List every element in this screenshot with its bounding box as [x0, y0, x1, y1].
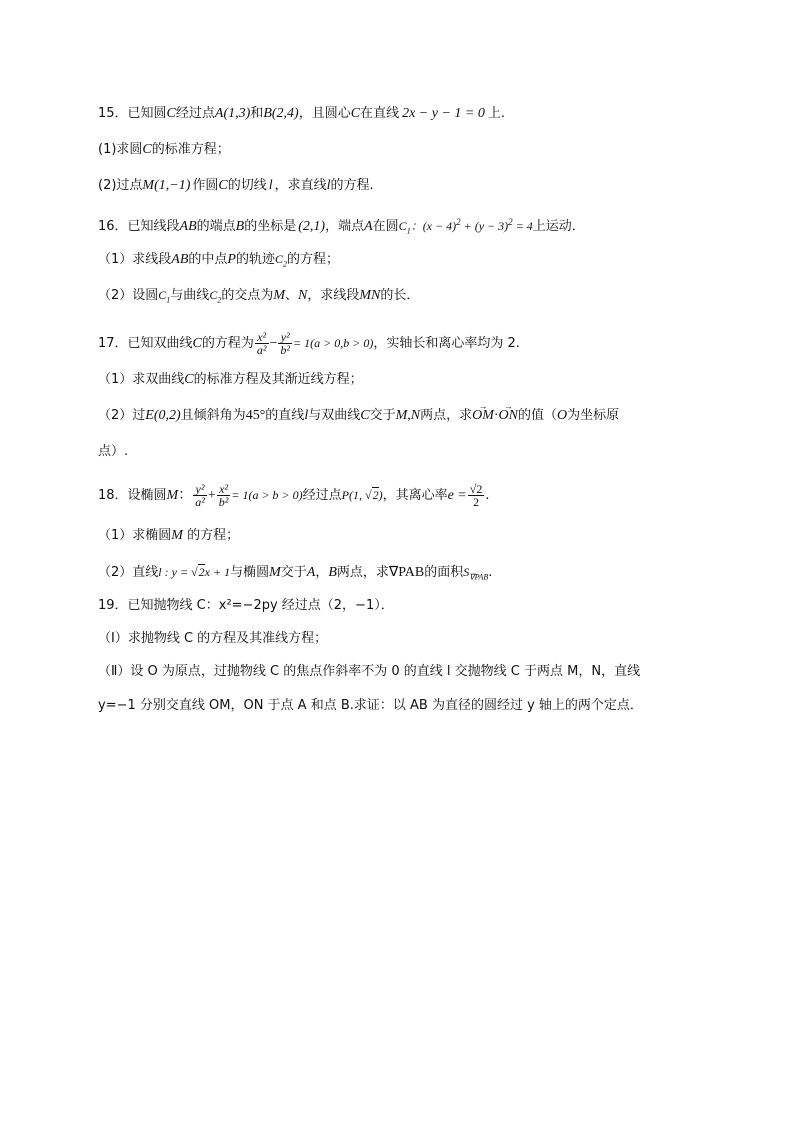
text: 的坐标是	[244, 219, 297, 234]
text: 作圆	[192, 178, 219, 193]
text: 的方程；	[287, 252, 340, 267]
text: 的值（	[518, 408, 558, 423]
math: +	[207, 488, 216, 503]
vector-on: → ON	[499, 406, 518, 426]
math: S	[463, 565, 470, 579]
text: 与椭圆	[230, 565, 270, 580]
text: 交于	[369, 408, 396, 423]
text: （Ⅰ）求抛物线 C 的方程及其准线方程；	[98, 631, 328, 646]
text: ，其离心率	[382, 488, 448, 503]
text: ，实轴长和离心率均为 2.	[373, 336, 520, 351]
q15-part2	[98, 176, 374, 196]
text: 的面积	[424, 565, 464, 580]
text: ，端点	[325, 219, 365, 234]
q18-stem: 18．设椭圆M： $\frac{\text{y²}}{\text{a²}}$ + $\frac{\text{x²}}{\text{b²}}$ = 1(a > b > 0)经过点P(1, √2)，其离心率e = $\frac{√2}{2}$ .	[98, 482, 490, 509]
vector-om: → OM	[472, 406, 494, 426]
text: 交于	[280, 565, 307, 580]
denominator: 2	[473, 495, 480, 509]
math: M,N	[395, 408, 421, 423]
math: E(0,2)	[145, 408, 181, 423]
text: 16．已知线段	[98, 219, 180, 234]
math: C	[398, 219, 407, 233]
math: 45°	[245, 408, 266, 423]
math: = 1(a > 0,b > 0)	[293, 336, 374, 350]
q19-part1	[98, 629, 327, 649]
q18-part2: （2）直线l : y = √2x + 1与椭圆M交于A，B两点，求∇PAB的面积$S_{\nabla PAB}$.	[98, 565, 493, 582]
text: 与曲线	[170, 288, 210, 303]
text: 和	[250, 106, 264, 121]
math: M	[166, 488, 179, 503]
math: (2,1)	[298, 219, 326, 234]
math: l	[304, 408, 309, 423]
denominator: a²	[256, 343, 267, 357]
math: 2x − y − 1 = 0	[402, 106, 485, 121]
text: 的标准方程；	[151, 142, 230, 157]
text: （2）设圆	[98, 288, 159, 303]
text: （Ⅱ）设 O 为原点，过抛物线 C 的焦点作斜率不为 0 的直线 l 交抛物线 C 于两点 M，N，直线	[98, 664, 641, 679]
q19-stem	[98, 596, 394, 616]
math: M	[269, 565, 281, 580]
text: 的轨迹	[235, 252, 275, 267]
text: 的切线	[227, 178, 267, 193]
q18-part1	[98, 526, 239, 546]
fraction	[255, 331, 269, 356]
text: 19．已知抛物线 C：x²=−2py 经过点（2，−1）．	[98, 598, 394, 613]
math: AB	[179, 219, 197, 234]
text: 的交点为	[221, 288, 274, 303]
text: 的中点	[188, 252, 228, 267]
math: C	[209, 288, 218, 302]
q15-stem	[98, 104, 505, 124]
math: ∇PAB	[388, 565, 425, 580]
text: ，求直线	[274, 178, 327, 193]
text: 的直线	[265, 408, 305, 423]
text: 点）.	[98, 444, 129, 459]
text: 两点，求	[420, 408, 473, 423]
math: = 4	[512, 219, 533, 233]
math: C	[166, 106, 176, 121]
text: 的长．	[380, 288, 420, 303]
math: B	[235, 219, 245, 234]
math: C	[158, 288, 167, 302]
math: B(2,4)	[263, 106, 299, 121]
text: ，求线段	[307, 288, 360, 303]
text: (1)求圆	[98, 142, 143, 157]
text: 的标准方程及其渐近线方程；	[193, 372, 363, 387]
subscript: 2	[217, 295, 222, 305]
math: ：(x − 4)	[410, 219, 457, 233]
q17-part1	[98, 370, 363, 390]
math: B	[328, 565, 337, 580]
text: （2）直线	[98, 565, 159, 580]
math: P(1,	[341, 488, 365, 502]
math: x + 1	[204, 565, 231, 579]
text: 且倾斜角为	[180, 408, 246, 423]
q16-part1	[98, 249, 339, 274]
math: C	[350, 106, 361, 121]
math: l : y =	[158, 565, 192, 579]
superscript: 2	[456, 217, 461, 227]
math: −	[269, 336, 278, 351]
text: 的端点	[196, 219, 236, 234]
text: 为坐标原	[567, 408, 620, 423]
math: = 1(a > b > 0)	[231, 488, 303, 502]
text: （1）求椭圆	[98, 528, 172, 543]
denominator: b²	[218, 495, 229, 509]
text: 的方程为	[201, 336, 254, 351]
text: （1）求线段	[98, 252, 172, 267]
fraction	[468, 483, 485, 508]
math: C	[360, 408, 370, 423]
text: 两点，求	[336, 565, 389, 580]
math: C	[192, 336, 202, 351]
subscript: 1	[406, 226, 411, 236]
q16-part2	[98, 285, 419, 310]
numerator: x²	[217, 483, 231, 496]
text: y=−1 分别交直线 OM，ON 于点 A 和点 B.求证：以 AB 为直径的圆经过 y 轴上的两个定点．	[98, 698, 643, 713]
text: (2)过点	[98, 178, 143, 193]
text: 上运动．	[532, 219, 585, 234]
math: ·	[493, 408, 499, 423]
text: 的方程；	[182, 528, 240, 543]
q15-text: 15．已知圆	[98, 106, 167, 121]
superscript: 2	[508, 217, 513, 227]
text: .	[485, 488, 490, 503]
math: )	[378, 488, 383, 502]
q16-stem	[98, 212, 585, 241]
math: A(1,3)	[214, 106, 251, 121]
q19-part2	[98, 662, 640, 682]
text: 18．设椭圆	[98, 488, 167, 503]
math: 2	[372, 488, 379, 502]
numerator: y²	[278, 331, 292, 344]
math: M	[171, 528, 183, 543]
subscript: 1	[166, 295, 171, 305]
math: + (y − 3)	[460, 219, 509, 233]
fraction	[278, 331, 292, 356]
math: C	[142, 142, 152, 157]
math: C	[274, 252, 283, 266]
text: ，	[315, 565, 329, 580]
fraction	[217, 483, 231, 508]
q15-part1	[98, 140, 230, 160]
numerator: x²	[255, 331, 269, 344]
math: 2	[198, 565, 205, 579]
subscript: 2	[283, 259, 287, 269]
math: ：	[178, 488, 193, 503]
text: 经过点	[302, 488, 342, 503]
math: C	[218, 178, 228, 193]
q17-stem	[98, 327, 520, 360]
text: 经过点	[175, 106, 215, 121]
math: M(1,−1)	[142, 178, 191, 193]
math: AB	[171, 252, 189, 267]
numerator: √2	[469, 482, 483, 496]
text: （1）求双曲线	[98, 372, 185, 387]
math: l	[326, 178, 331, 193]
text: 在圆	[372, 219, 399, 234]
q17-part2	[98, 406, 619, 426]
math: M	[273, 288, 286, 303]
numerator: y²	[193, 483, 207, 496]
denominator: b²	[280, 343, 291, 357]
text: 在直线	[360, 106, 400, 121]
q19-part2-cont	[98, 696, 643, 716]
math: A	[306, 565, 316, 580]
math: e =	[447, 488, 467, 503]
math: P	[227, 252, 236, 267]
text: 与双曲线	[308, 408, 361, 423]
math: MN	[359, 288, 381, 303]
math: O	[557, 408, 568, 423]
text: 的方程.	[330, 178, 374, 193]
math: A	[364, 219, 373, 234]
text: 上.	[487, 106, 505, 121]
text: 17．已知双曲线	[98, 336, 193, 351]
text: .	[488, 565, 493, 580]
subscript: ∇PAB	[469, 572, 489, 582]
math: C	[184, 372, 194, 387]
math: N	[298, 288, 308, 303]
text: ，且圆心	[298, 106, 351, 121]
fraction	[193, 483, 207, 508]
denominator: a²	[195, 495, 205, 509]
q17-part2-cont	[98, 442, 128, 462]
math: l	[268, 178, 273, 193]
text: （2）过	[98, 408, 146, 423]
text: 、	[285, 288, 299, 303]
